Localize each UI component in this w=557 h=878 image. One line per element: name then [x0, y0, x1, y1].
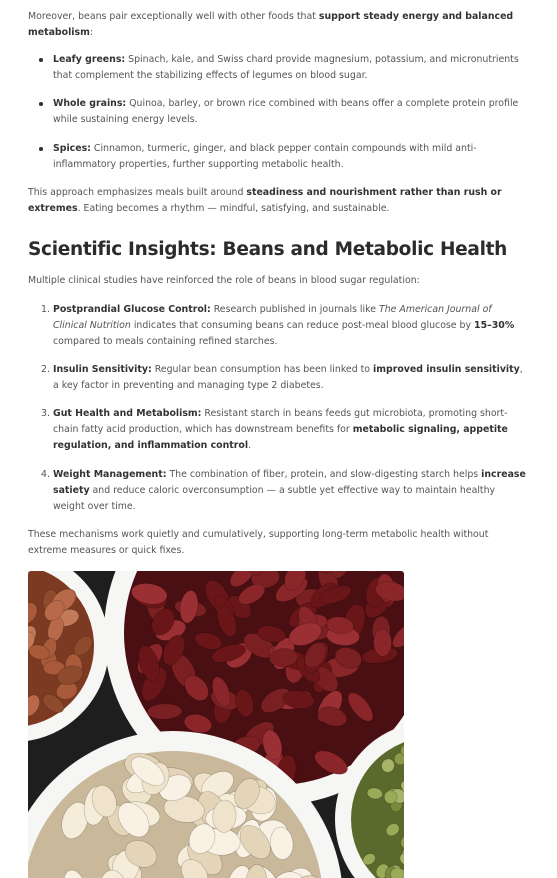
item-number: 4. — [41, 469, 50, 480]
approach-text-end: . Eating becomes a rhythm — mindful, satisfying, and sustainable. — [77, 203, 390, 214]
item-text: , a key factor in preventing and managing type 2 diabetes. — [53, 364, 523, 391]
item-number: 1. — [41, 304, 50, 315]
item-title: Weight Management: — [53, 469, 167, 480]
item-title: Postprandial Glucose Control: — [53, 304, 211, 315]
item-text: Cinnamon, turmeric, ginger, and black pepper contain compounds with mild anti-inflammatory properties, further supporting metabolic health. — [53, 143, 477, 170]
item-text: Regular bean consumption has been linked to — [151, 364, 374, 375]
list-item-spices — [53, 141, 525, 173]
intro-text: Moreover, beans pair exceptionally well with other foods that — [28, 11, 319, 22]
item-text: compared to meals containing refined starches. — [53, 336, 278, 347]
approach-paragraph — [28, 185, 528, 217]
approach-text: This approach emphasizes meals built around — [28, 187, 247, 198]
intro-emphasis: support steady energy and balanced metabolism — [28, 11, 514, 38]
list-item-gut-health — [41, 406, 527, 454]
beans-photo — [28, 571, 404, 878]
item-text: indicates that consuming beans can reduce post-meal blood glucose by — [130, 320, 475, 331]
studies-intro: Multiple clinical studies have reinforced the role of beans in blood sugar regulation: — [28, 275, 420, 286]
intro-text-end: : — [89, 27, 94, 38]
journal-name: The American Journal of Clinical Nutrition — [53, 304, 492, 331]
item-text: Spinach, kale, and Swiss chard provide magnesium, potassium, and micronutrients that complement the stabilizing effects of legumes on blood sugar. — [53, 54, 519, 81]
item-emphasis: increase satiety — [53, 469, 526, 496]
list-item-leafy-greens — [53, 52, 525, 84]
item-title: Whole grains: — [53, 98, 127, 109]
item-title: Spices: — [53, 143, 91, 154]
list-item-insulin-sensitivity — [41, 362, 527, 394]
item-text: . — [248, 440, 252, 451]
item-title: Insulin Sensitivity: — [53, 364, 152, 375]
item-text: Quinoa, barley, or brown rice combined with beans offer a complete protein profile while sustaining energy levels. — [53, 98, 519, 125]
item-text: Research published in journals like — [210, 304, 379, 315]
item-emphasis: 15–30% — [474, 320, 515, 331]
item-number: 2. — [41, 364, 50, 375]
list-item-glucose-control — [41, 302, 527, 350]
list-item-weight-management — [41, 467, 527, 515]
closing-paragraph: These mechanisms work quietly and cumulatively, supporting long-term metabolic health without extreme measures or quick fixes. — [28, 529, 489, 556]
item-title: Gut Health and Metabolism: — [53, 408, 202, 419]
section-heading: Scientific Insights: Beans and Metabolic Health — [28, 239, 508, 260]
list-item-whole-grains — [53, 96, 525, 128]
item-text: The combination of fiber, protein, and slow-digesting starch helps — [166, 469, 482, 480]
item-text: Resistant starch in beans feeds gut microbiota, promoting short-chain fatty acid production, which has downstream benefits for — [53, 408, 508, 435]
beans-illustration — [28, 571, 404, 878]
item-emphasis: metabolic signaling, appetite regulation, and inflammation control — [53, 424, 508, 451]
item-title: Leafy greens: — [53, 54, 126, 65]
approach-emphasis: steadiness and nourishment rather than rush or extremes — [28, 187, 502, 214]
item-emphasis: improved insulin sensitivity — [373, 364, 520, 375]
item-text: and reduce caloric overconsumption — a subtle yet effective way to maintain healthy weight over time. — [53, 485, 496, 512]
item-number: 3. — [41, 408, 50, 419]
intro-paragraph — [28, 9, 528, 41]
